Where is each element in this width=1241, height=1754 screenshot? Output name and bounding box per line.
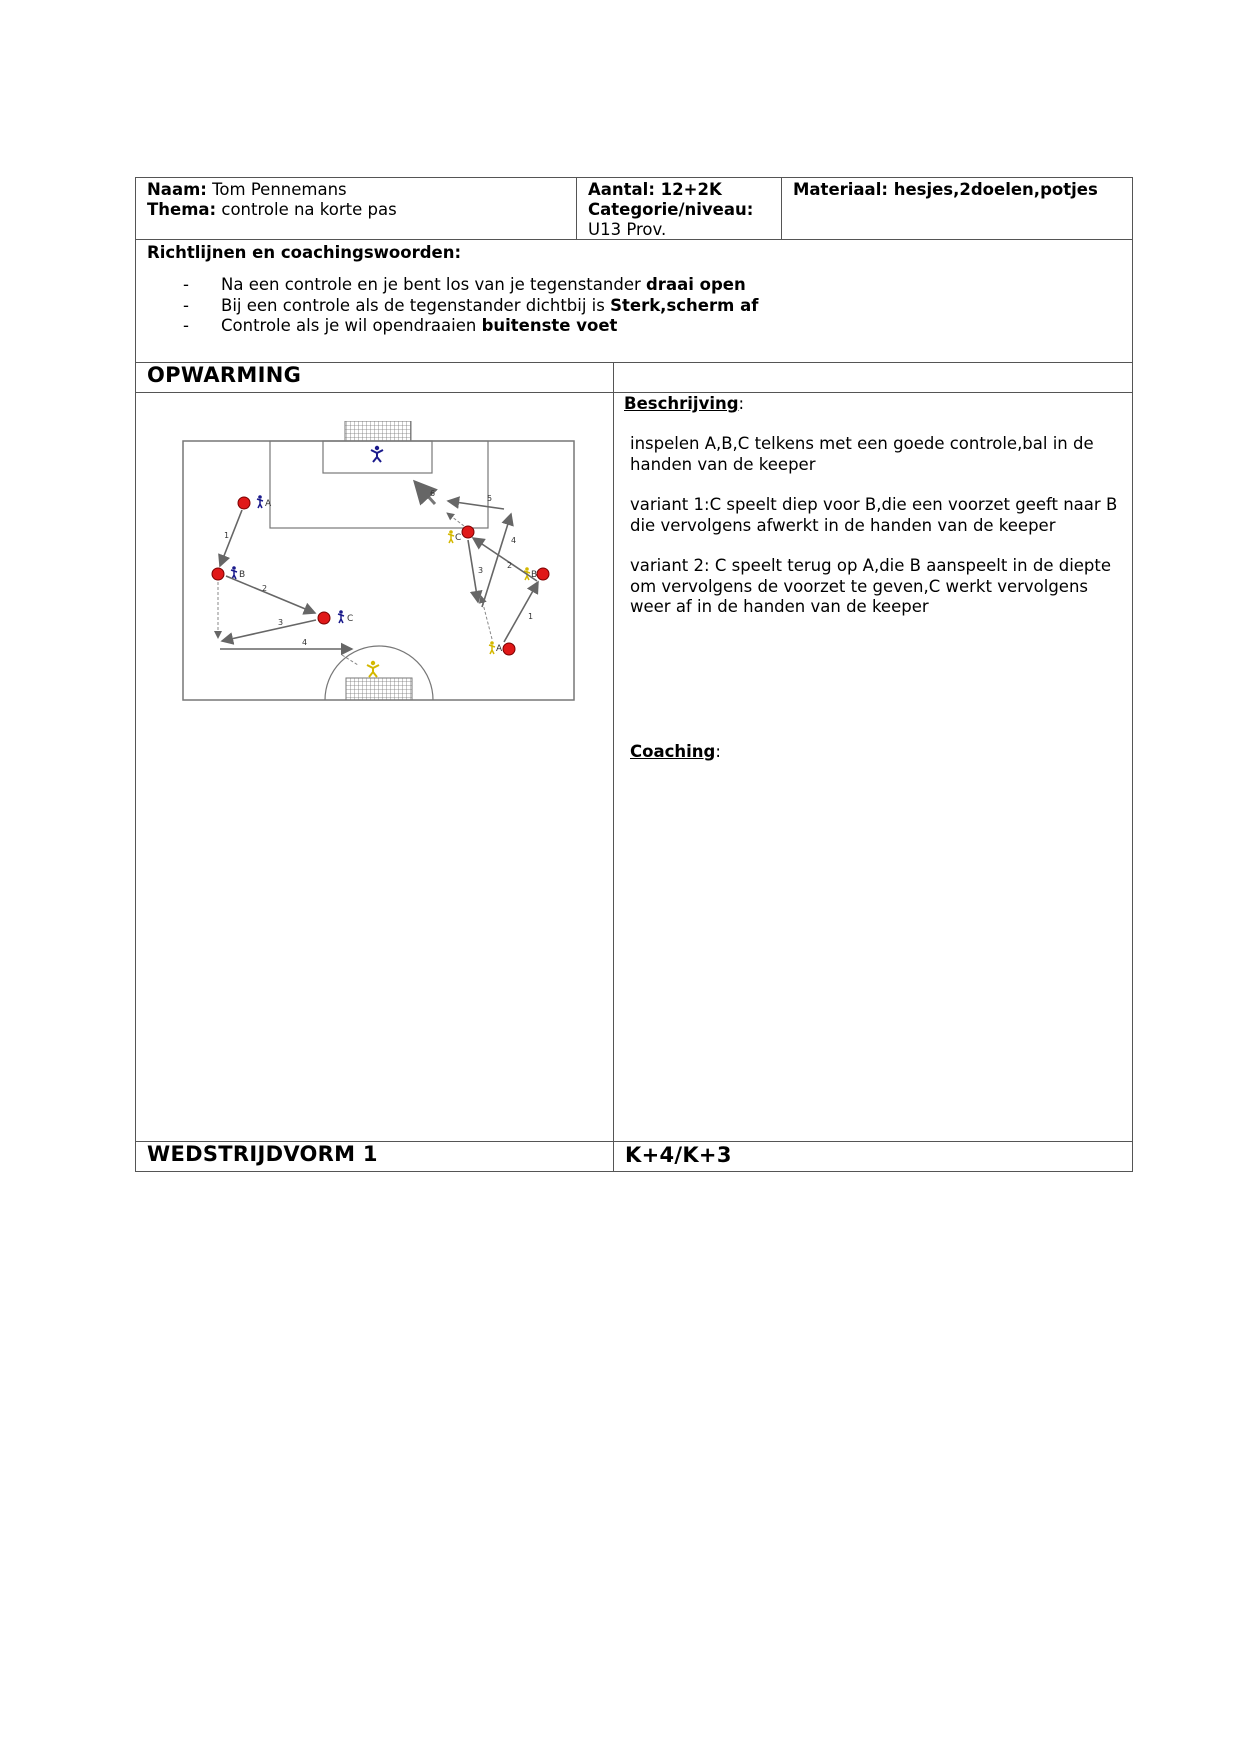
penalty-area bbox=[270, 441, 488, 528]
coaching-label: Coaching bbox=[630, 741, 716, 761]
run-arrow bbox=[447, 513, 464, 526]
guideline-item bbox=[183, 275, 1121, 296]
pass-number: 2 bbox=[262, 584, 268, 593]
player-label-a-right: A bbox=[496, 644, 503, 654]
player-icon bbox=[489, 641, 495, 654]
guidelines-list bbox=[147, 275, 1121, 337]
guideline-text: Na een controle en je bent los van je tegenstander bbox=[221, 275, 646, 294]
pass-arrow bbox=[468, 540, 478, 602]
dash-bullet: - bbox=[183, 316, 189, 335]
pass-number: 1 bbox=[224, 531, 230, 540]
pass-number: 3 bbox=[278, 618, 284, 627]
player-label-c-right: C bbox=[455, 533, 462, 543]
material-cell bbox=[782, 178, 1132, 239]
match-format: K+4/K+3 bbox=[625, 1143, 732, 1167]
player-label-b-left: B bbox=[239, 570, 246, 580]
guideline-keyword: draai open bbox=[646, 275, 746, 294]
bottom-goal-net bbox=[346, 678, 412, 700]
description-paragraph: variant 1:C speelt diep voor B,die een voorzet geeft naar B die vervolgens afwerkt in de handen van de keeper bbox=[630, 495, 1118, 535]
pass-number: 4 bbox=[511, 536, 517, 545]
match-title: WEDSTRIJDVORM 1 bbox=[136, 1142, 614, 1171]
guideline-text: Controle als je wil opendraaien bbox=[221, 316, 482, 335]
naam-label: Naam: bbox=[147, 180, 207, 199]
player-label-b-right: B bbox=[531, 570, 538, 580]
naam-value: Tom Pennemans bbox=[212, 180, 347, 199]
shot-arrow bbox=[342, 655, 358, 665]
drill-diagram bbox=[182, 421, 582, 721]
thema-label: Thema: bbox=[147, 200, 217, 219]
guideline-item bbox=[183, 296, 1121, 317]
player-icon bbox=[231, 566, 237, 579]
description-label: Beschrijving bbox=[624, 394, 739, 413]
warmup-title-empty bbox=[614, 363, 1132, 392]
player-icon bbox=[338, 610, 344, 623]
pass-arrow bbox=[226, 576, 315, 613]
aantal-label: Aantal: 12+2K bbox=[588, 180, 722, 199]
player-icon bbox=[257, 495, 263, 508]
guidelines-title: Richtlijnen en coachingswoorden: bbox=[147, 243, 462, 262]
warmup-title: OPWARMING bbox=[136, 363, 614, 392]
cone-marker bbox=[318, 612, 330, 624]
count-category-cell bbox=[577, 178, 782, 239]
coaching-colon: : bbox=[715, 741, 721, 761]
player-label-c-left: C bbox=[347, 614, 354, 624]
guideline-item bbox=[183, 316, 1121, 337]
pass-number: 2 bbox=[507, 561, 513, 570]
description-colon: : bbox=[738, 394, 745, 413]
categorie-value: U13 Prov. bbox=[588, 220, 667, 239]
guideline-keyword: Sterk,scherm af bbox=[610, 295, 759, 315]
match-row bbox=[135, 1142, 1133, 1172]
materiaal-label: Materiaal: hesjes,2doelen,potjes bbox=[793, 180, 1098, 199]
guideline-keyword: buitenste voet bbox=[481, 316, 618, 335]
pass-number: 3 bbox=[478, 566, 484, 575]
guidelines-row bbox=[135, 240, 1133, 363]
keeper-top-icon bbox=[371, 446, 383, 462]
description-cell bbox=[614, 393, 1132, 1141]
keeper-bottom-icon bbox=[367, 661, 379, 677]
cone-marker bbox=[503, 643, 515, 655]
player-icon bbox=[448, 530, 454, 543]
pass-number: 4 bbox=[302, 638, 308, 647]
cone-marker bbox=[537, 568, 549, 580]
diagram-cell bbox=[136, 393, 614, 1141]
top-goal-net bbox=[345, 421, 411, 441]
categorie-label: Categorie/niveau: bbox=[588, 200, 754, 219]
training-sheet bbox=[135, 177, 1133, 1172]
pass-number: 5 bbox=[487, 494, 493, 503]
guidelines-cell bbox=[136, 240, 1132, 362]
header-row bbox=[135, 177, 1133, 240]
warmup-content-row bbox=[135, 393, 1133, 1142]
description-paragraph: variant 2: C speelt terug op A,die B aanspeelt in de diepte om vervolgens de voorzet te geven,C werkt vervolgens weer af in de handen van de keeper bbox=[630, 556, 1112, 616]
player-label-a-left: A bbox=[265, 499, 272, 509]
cone-marker bbox=[238, 497, 250, 509]
thema-value: controle na korte pas bbox=[221, 200, 397, 219]
description-paragraph: inspelen A,B,C telkens met een goede controle,bal in de handen van de keeper bbox=[630, 434, 1094, 474]
cone-marker bbox=[462, 526, 474, 538]
pass-number: 6 bbox=[430, 489, 436, 498]
pass-number: 1 bbox=[528, 612, 534, 621]
name-theme-cell bbox=[136, 178, 577, 239]
pass-arrow bbox=[448, 501, 504, 509]
warmup-title-row bbox=[135, 363, 1133, 393]
dash-bullet: - bbox=[183, 275, 189, 294]
dash-bullet: - bbox=[183, 295, 189, 315]
guideline-text: Bij een controle als de tegenstander dichtbij is bbox=[221, 295, 611, 315]
cone-marker bbox=[212, 568, 224, 580]
